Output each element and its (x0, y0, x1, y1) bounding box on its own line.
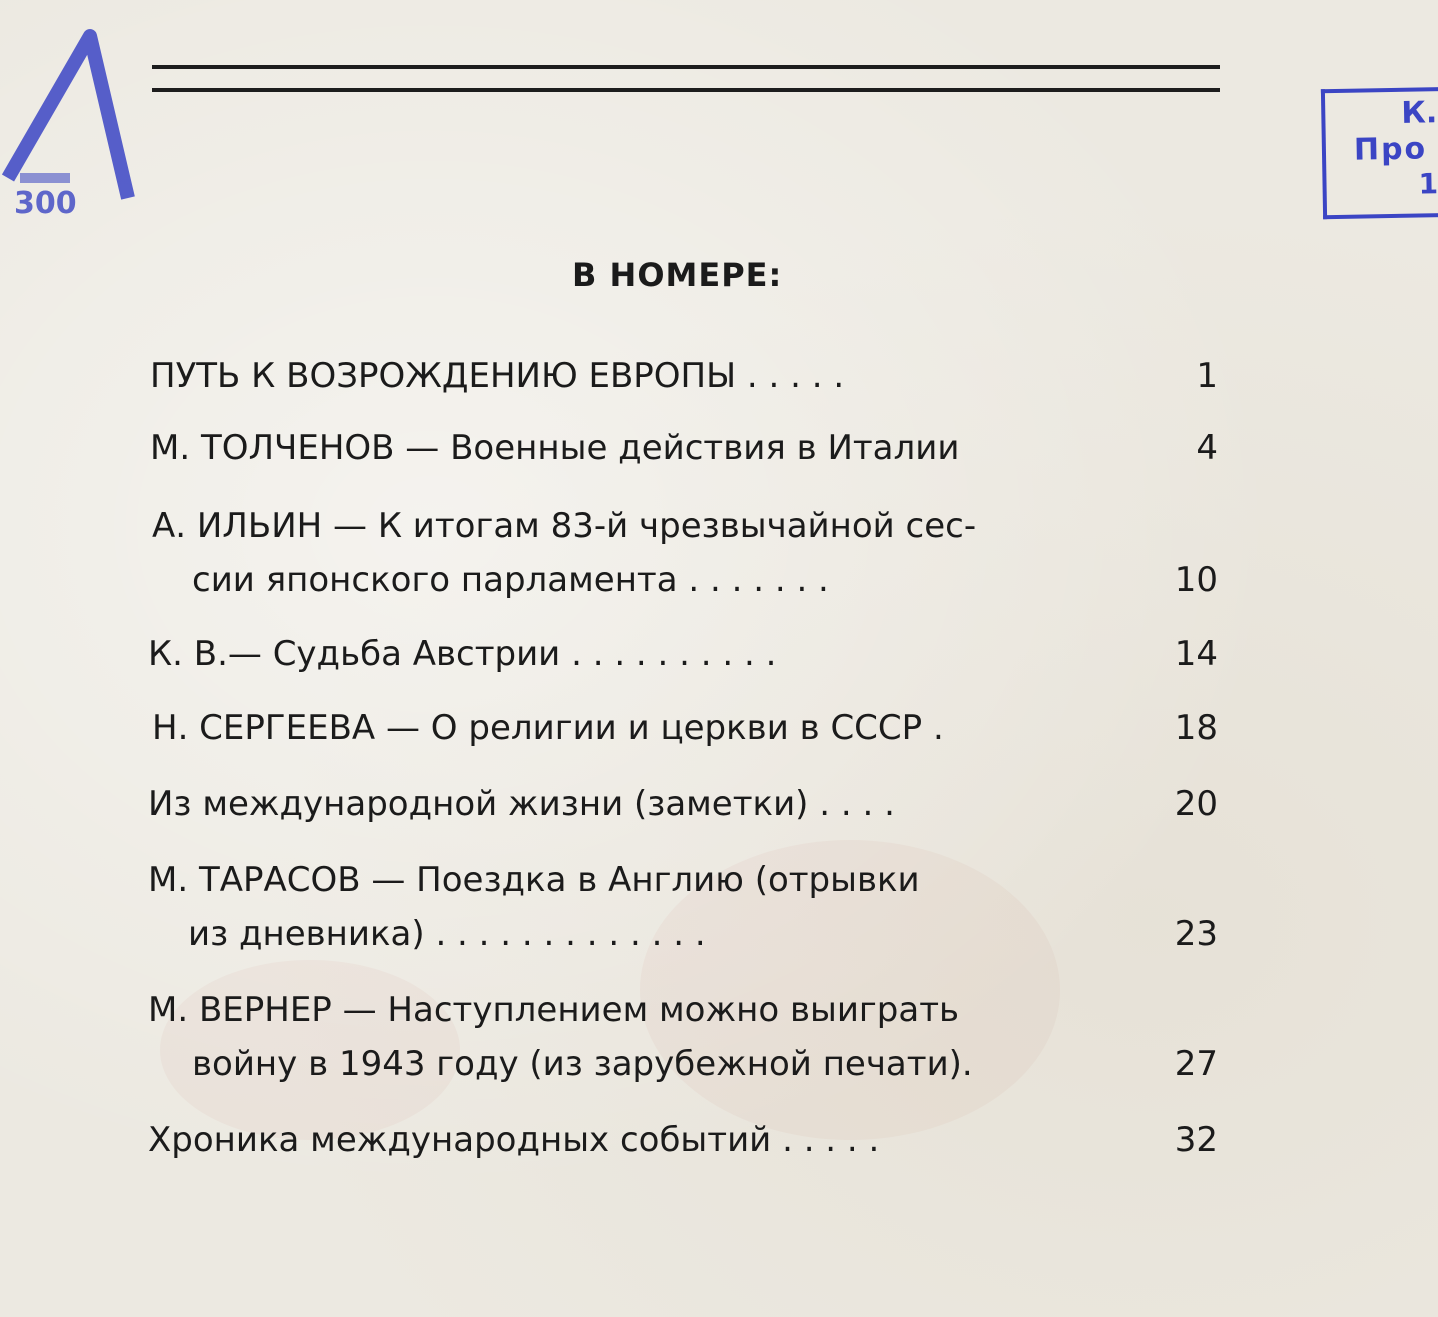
toc-entry-title: А. ИЛЬИН — К итогам 83-й чрезвычайной сес- (152, 506, 977, 546)
toc-entry-title-continued: из дневника) . . . . . . . . . . . . . (188, 914, 706, 954)
toc-page-number: 18 (1174, 708, 1218, 748)
stamp-left-text: 300 (14, 186, 77, 218)
toc-entry-title: К. В.— Судьба Австрии . . . . . . . . . . (148, 634, 777, 674)
toc-page-number: 27 (1174, 1044, 1218, 1084)
stamp-text: Про (1353, 131, 1428, 168)
toc-page-number: 1 (1196, 356, 1218, 396)
toc-page-number: 10 (1174, 560, 1218, 600)
stamp-text: 1 (1418, 167, 1438, 201)
toc-entry-title: ПУТЬ К ВОЗРОЖДЕНИЮ ЕВРОПЫ . . . . . (150, 356, 845, 396)
toc-page-number: 23 (1174, 914, 1218, 954)
contents-heading: В НОМЕРЕ: (572, 256, 783, 294)
toc-entry-title-continued: сии японского парламента . . . . . . . (192, 560, 829, 600)
toc-entry-title: Из международной жизни (заметки) . . . . (148, 784, 895, 824)
toc-entry-title: Н. СЕРГЕЕВА — О религии и церкви в СССР . (152, 708, 944, 748)
toc-entry-title: Хроника международных событий . . . . . (148, 1120, 880, 1160)
stamp-text: К. (1401, 95, 1438, 131)
toc-entry-title: М. ВЕРНЕР — Наступлением можно выиграть (148, 990, 960, 1030)
toc-entry-title-continued: войну в 1943 году (из зарубежной печати). (192, 1044, 973, 1084)
toc-page-number: 4 (1196, 428, 1218, 468)
toc-page-number: 20 (1174, 784, 1218, 824)
toc-page-number: 32 (1174, 1120, 1218, 1160)
toc-page-number: 14 (1174, 634, 1218, 674)
toc-entry-title: М. ТОЛЧЕНОВ — Военные действия в Италии (150, 428, 960, 468)
toc-entry-title: М. ТАРАСОВ — Поездка в Англию (отрывки (148, 860, 920, 900)
